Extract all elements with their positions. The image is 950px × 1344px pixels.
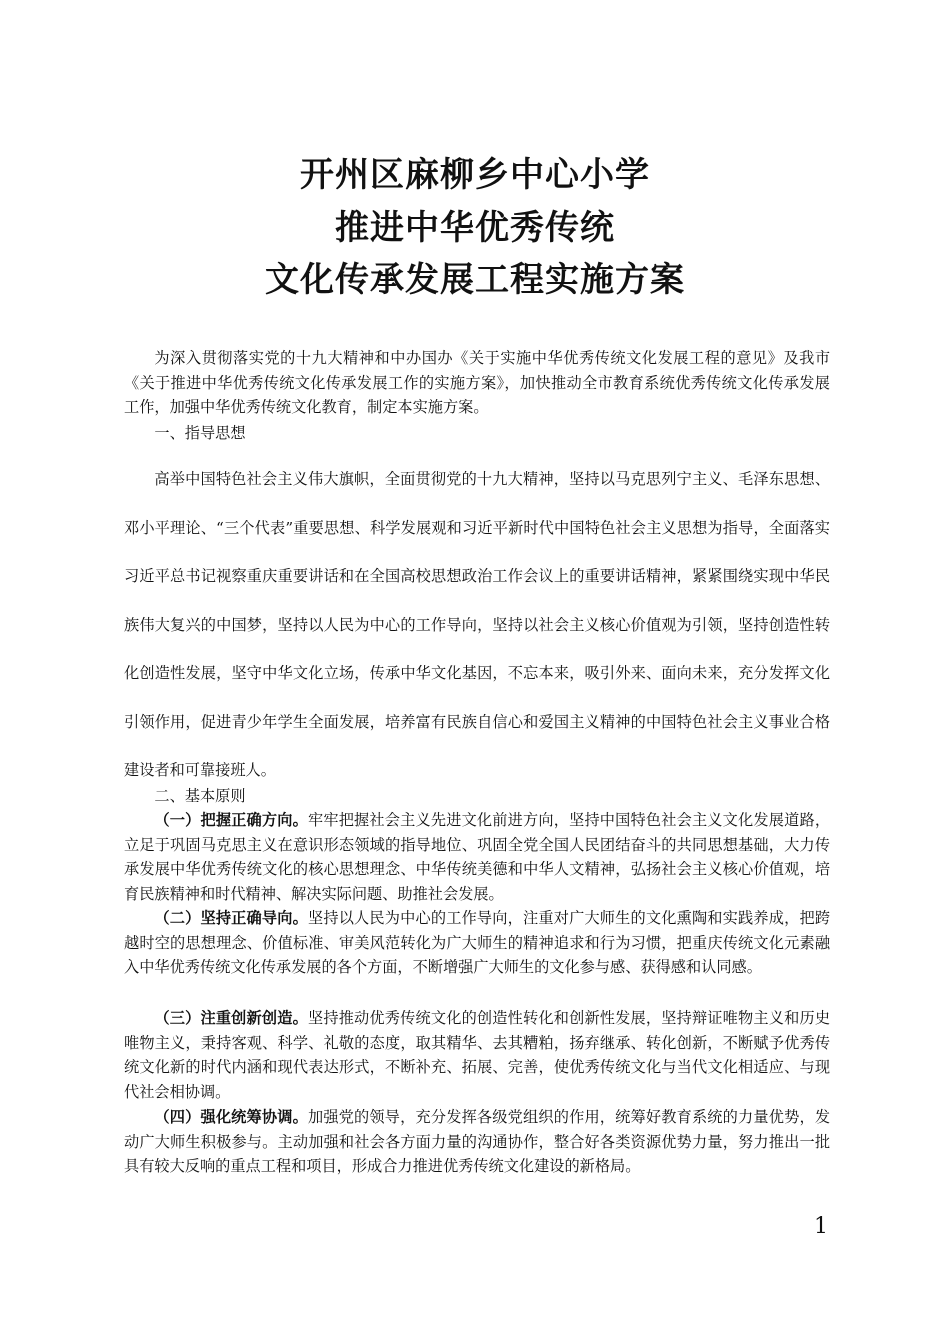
title-line-3: 文化传承发展工程实施方案	[265, 260, 685, 300]
principle-2-lead: （二）坚持正确导向。	[154, 909, 308, 927]
title-line-2: 推进中华优秀传统	[335, 208, 615, 248]
principle-4-body: 加强党的领导，充分发挥各级党组织的作用，统筹好教育系统的力量优势，发动广大师生积极参与。主动加强和社会各方面力量的沟通协作，整合好各类资源优势力量，努力推出一批具有较大反响的重点工程和项目，形成合力推进优秀传统文化建设的新格局。	[124, 1108, 831, 1175]
principle-4-lead: （四）强化统筹协调。	[154, 1108, 308, 1126]
intro-paragraph: 为深入贯彻落实党的十九大精神和中办国办《关于实施中华优秀传统文化发展工程的意见》及我市《关于推进中华优秀传统文化传承发展工作的实施方案》，加快推动全市教育系统优秀传统文化传承发展工作，加强中华优秀传统文化教育，制定本实施方案。	[124, 349, 830, 416]
principle-3-body: 坚持推动优秀传统文化的创造性转化和创新性发展，坚持辩证唯物主义和历史唯物主义，秉持客观、科学、礼敬的态度，取其精华、去其糟粕，扬弃继承、转化创新，不断赋予优秀传统文化新的时代内涵和现代表达形式，不断补充、拓展、完善，使优秀传统文化与当代文化相适应、与现代社会相协调。	[124, 1009, 831, 1101]
title-line-1: 开州区麻柳乡中心小学	[300, 155, 650, 195]
principle-2	[124, 906, 830, 980]
section1-heading: 一、指导思想	[154, 424, 246, 442]
principle-1-body: 牢牢把握社会主义先进文化前进方向，坚持中国特色社会主义文化发展道路，立足于巩固马克思主义在意识形态领域的指导地位、巩固全党全国人民团结奋斗的共同思想基础，大力传承发展中华优秀传统文化的核心思想理念、中华传统美德和中华人文精神，弘扬社会主义核心价值观，培育民族精神和时代精神、解决实际问题、助推社会发展。	[124, 811, 831, 903]
principle-3-lead: （三）注重创新创造。	[154, 1009, 308, 1027]
principle-1	[124, 808, 830, 906]
section2-heading: 二、基本原则	[154, 787, 246, 805]
principle-4	[124, 1105, 830, 1179]
page-number: 1	[814, 1214, 828, 1239]
principle-1-lead: （一）把握正确方向。	[154, 811, 308, 829]
principle-2-body: 坚持以人民为中心的工作导向，注重对广大师生的文化熏陶和实践养成，把跨越时空的思想理念、价值标准、审美风范转化为广大师生的精神追求和行为习惯，把重庆传统文化元素融入中华优秀传统文化传承发展的各个方面，不断增强广大师生的文化参与感、获得感和认同感。	[124, 909, 831, 976]
principle-3	[124, 1006, 830, 1104]
section1-body: 高举中国特色社会主义伟大旗帜，全面贯彻党的十九大精神，坚持以马克思列宁主义、毛泽东思想、邓小平理论、“三个代表”重要思想、科学发展观和习近平新时代中国特色社会主义思想为指导，全面落实习近平总书记视察重庆重要讲话和在全国高校思想政治工作会议上的重要讲话精神，紧紧围绕实现中华民族伟大复兴的中国梦，坚持以人民为中心的工作导向，坚持以社会主义核心价值观为引领，坚持创造性转化创造性发展，坚守中华文化立场，传承中华文化基因，不忘本来，吸引外来、面向未来，充分发挥文化引领作用，促进青少年学生全面发展，培养富有民族自信心和爱国主义精神的中国特色社会主义事业合格建设者和可靠接班人。	[124, 470, 830, 779]
